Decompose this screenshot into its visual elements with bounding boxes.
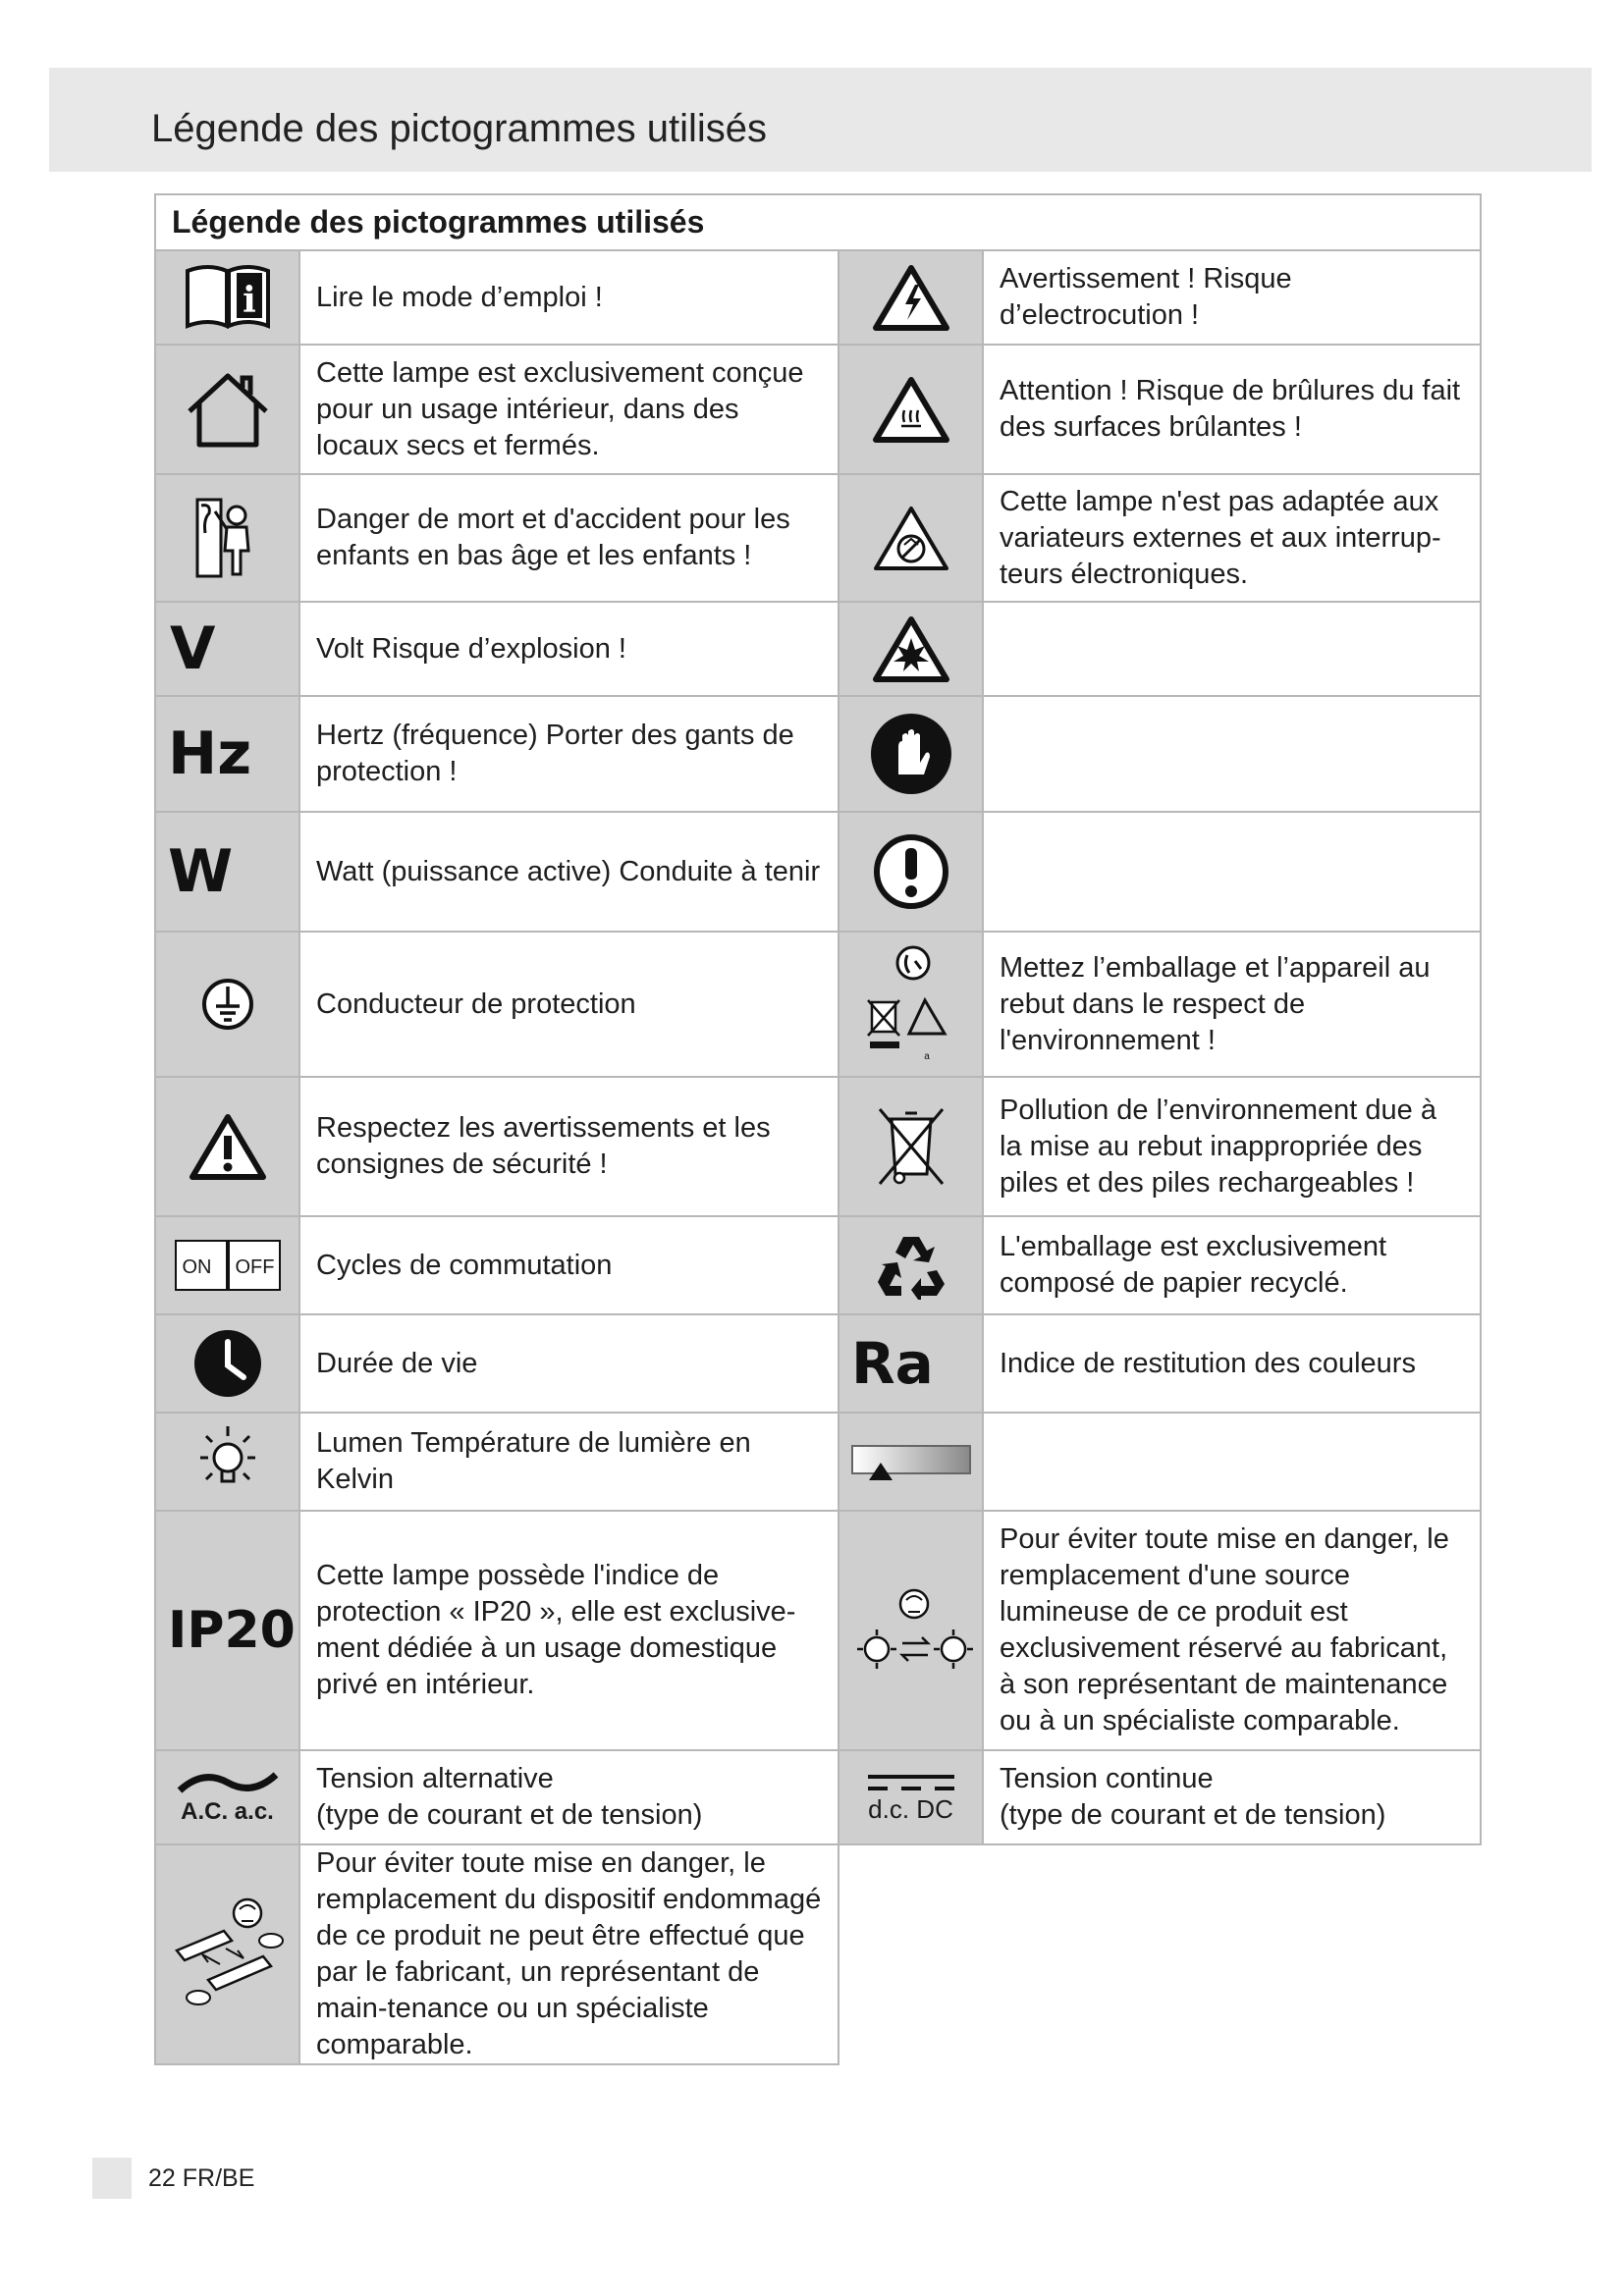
legend-text-group [983,1750,1481,1844]
legend-text: Lumen Température de lumière en Kelvin [299,1413,839,1511]
hertz-icon [155,696,299,812]
empty-cell [983,812,1481,932]
footer-locale: FR/BE [182,2164,255,2192]
legend-row [155,1511,1481,1750]
kelvin-gradient-bar [851,1445,971,1474]
light-source-replacement-icon [839,1511,983,1750]
legend-row [155,474,1481,602]
svg-text:a: a [923,1051,930,1062]
off-label: OFF [228,1240,281,1291]
legend-text: Cette lampe est exclusivement conçue pour un usage intérieur, dans des locaux secs et fermés. [299,345,839,474]
empty-cell [983,602,1481,696]
legend-text: Tension alternative [316,1763,554,1794]
direct-current-icon [839,1750,983,1844]
no-dimmer-icon [839,474,983,602]
electrocution-warning-icon [839,250,983,345]
legend-text: (type de courant et de tension) [316,1799,703,1831]
legend-text: Cette lampe n'est pas adaptée aux variateurs externes et aux interrup-teurs électroniques. [983,474,1481,602]
legend-text: Pollution de l’environnement due à la mise au rebut inappropriée des piles et des piles rechargeables ! [983,1077,1481,1216]
hot-surface-warning-icon [839,345,983,474]
legend-row [155,812,1481,932]
disposal-environment-icon [839,932,983,1077]
footer-marker [92,2158,132,2199]
legend-text: Pour éviter toute mise en danger, le remplacement d'une source lumineuse de ce produit est exclusivement réservé au fabricant, à son représentant de maintenance ou à un spécialiste comparable. [983,1511,1481,1750]
battery-disposal-icon [839,1077,983,1216]
legend-text: Durée de vie [299,1314,839,1413]
legend-text: (type de courant et de tension) [1000,1799,1386,1831]
protective-earth-icon [155,932,299,1077]
legend-text: Conducteur de protection [299,932,839,1077]
on-off-icon [155,1216,299,1314]
legend-text: Hertz (fréquence) Porter des gants de protection ! [299,696,839,812]
kelvin-scale-icon [839,1413,983,1511]
legend-row [155,1844,1481,2064]
page-title: Légende des pictogrammes utilisés [151,107,768,150]
volt-icon [155,602,299,696]
hertz-symbol: Hz [168,720,252,788]
legend-text: Pour éviter toute mise en danger, le remplacement du dispositif endommagé de ce produit ne peut être effectué que par le fabricant, un représentant de main-tenance ou un spécialiste comparable. [299,1844,839,2064]
legend-row [155,1413,1481,1511]
lumen-bulb-icon [155,1413,299,1511]
empty-cell [983,1413,1481,1511]
legend-text: Danger de mort et d'accident pour les enfants en bas âge et les enfants ! [299,474,839,602]
legend-caption: Légende des pictogrammes utilisés [155,194,1481,250]
legend-text: Cycles de commutation [299,1216,839,1314]
legend-text: Avertissement ! Risque d’electrocution ! [983,250,1481,345]
legend-table [154,193,1482,2065]
warning-triangle-icon [155,1077,299,1216]
empty-cell [983,696,1481,812]
header-band [49,68,1592,172]
legend-row [155,250,1481,345]
recycle-icon [839,1216,983,1314]
on-label: ON [175,1240,228,1291]
legend-row [155,1314,1481,1413]
legend-text: Indice de restitution des couleurs [983,1314,1481,1413]
legend-row [155,1750,1481,1844]
ra-symbol: Ra [851,1330,934,1397]
color-rendering-icon [839,1314,983,1413]
legend-row [155,1077,1481,1216]
legend-row [155,932,1481,1077]
exclamation-circle-icon [839,812,983,932]
page-number: 22 [148,2164,176,2192]
legend-text: Attention ! Risque de brûlures du fait des surfaces brûlantes ! [983,345,1481,474]
legend-text: Respectez les avertissements et les consignes de sécurité ! [299,1077,839,1216]
legend-text: Watt (puissance active) Conduite à tenir [299,812,839,932]
wear-gloves-icon [839,696,983,812]
legend-row [155,602,1481,696]
legend-text: L'emballage est exclusivement composé de papier recyclé. [983,1216,1481,1314]
ip20-icon [155,1511,299,1750]
driver-replacement-icon [155,1844,299,2064]
legend-text: Lire le mode d’emploi ! [299,250,839,345]
empty-area [839,1844,1481,2064]
volt-symbol: V [170,614,216,683]
watt-icon [155,812,299,932]
dc-symbol: d.c. DC [868,1793,953,1824]
legend-row [155,345,1481,474]
legend-row [155,696,1481,812]
clock-icon [155,1314,299,1413]
svg-text:i: i [242,280,256,321]
legend-row [155,1216,1481,1314]
explosion-warning-icon [839,602,983,696]
ac-symbol: A.C. a.c. [181,1798,274,1825]
child-danger-icon [155,474,299,602]
legend-text: Volt Risque d’explosion ! [299,602,839,696]
ip20-symbol: IP20 [168,1601,296,1660]
indoor-house-icon [155,345,299,474]
page-footer [148,2164,254,2193]
read-manual-icon [155,250,299,345]
legend-text: Mettez l’emballage et l’appareil au rebut dans le respect de l'environnement ! [983,932,1481,1077]
watt-symbol: W [168,837,234,906]
alternating-current-icon [155,1750,299,1844]
legend-text: Cette lampe possède l'indice de protection « IP20 », elle est exclusive-ment dédiée à un usage domestique privé en intérieur. [299,1511,839,1750]
legend-text-group [299,1750,839,1844]
legend-text: Tension continue [1000,1763,1214,1794]
